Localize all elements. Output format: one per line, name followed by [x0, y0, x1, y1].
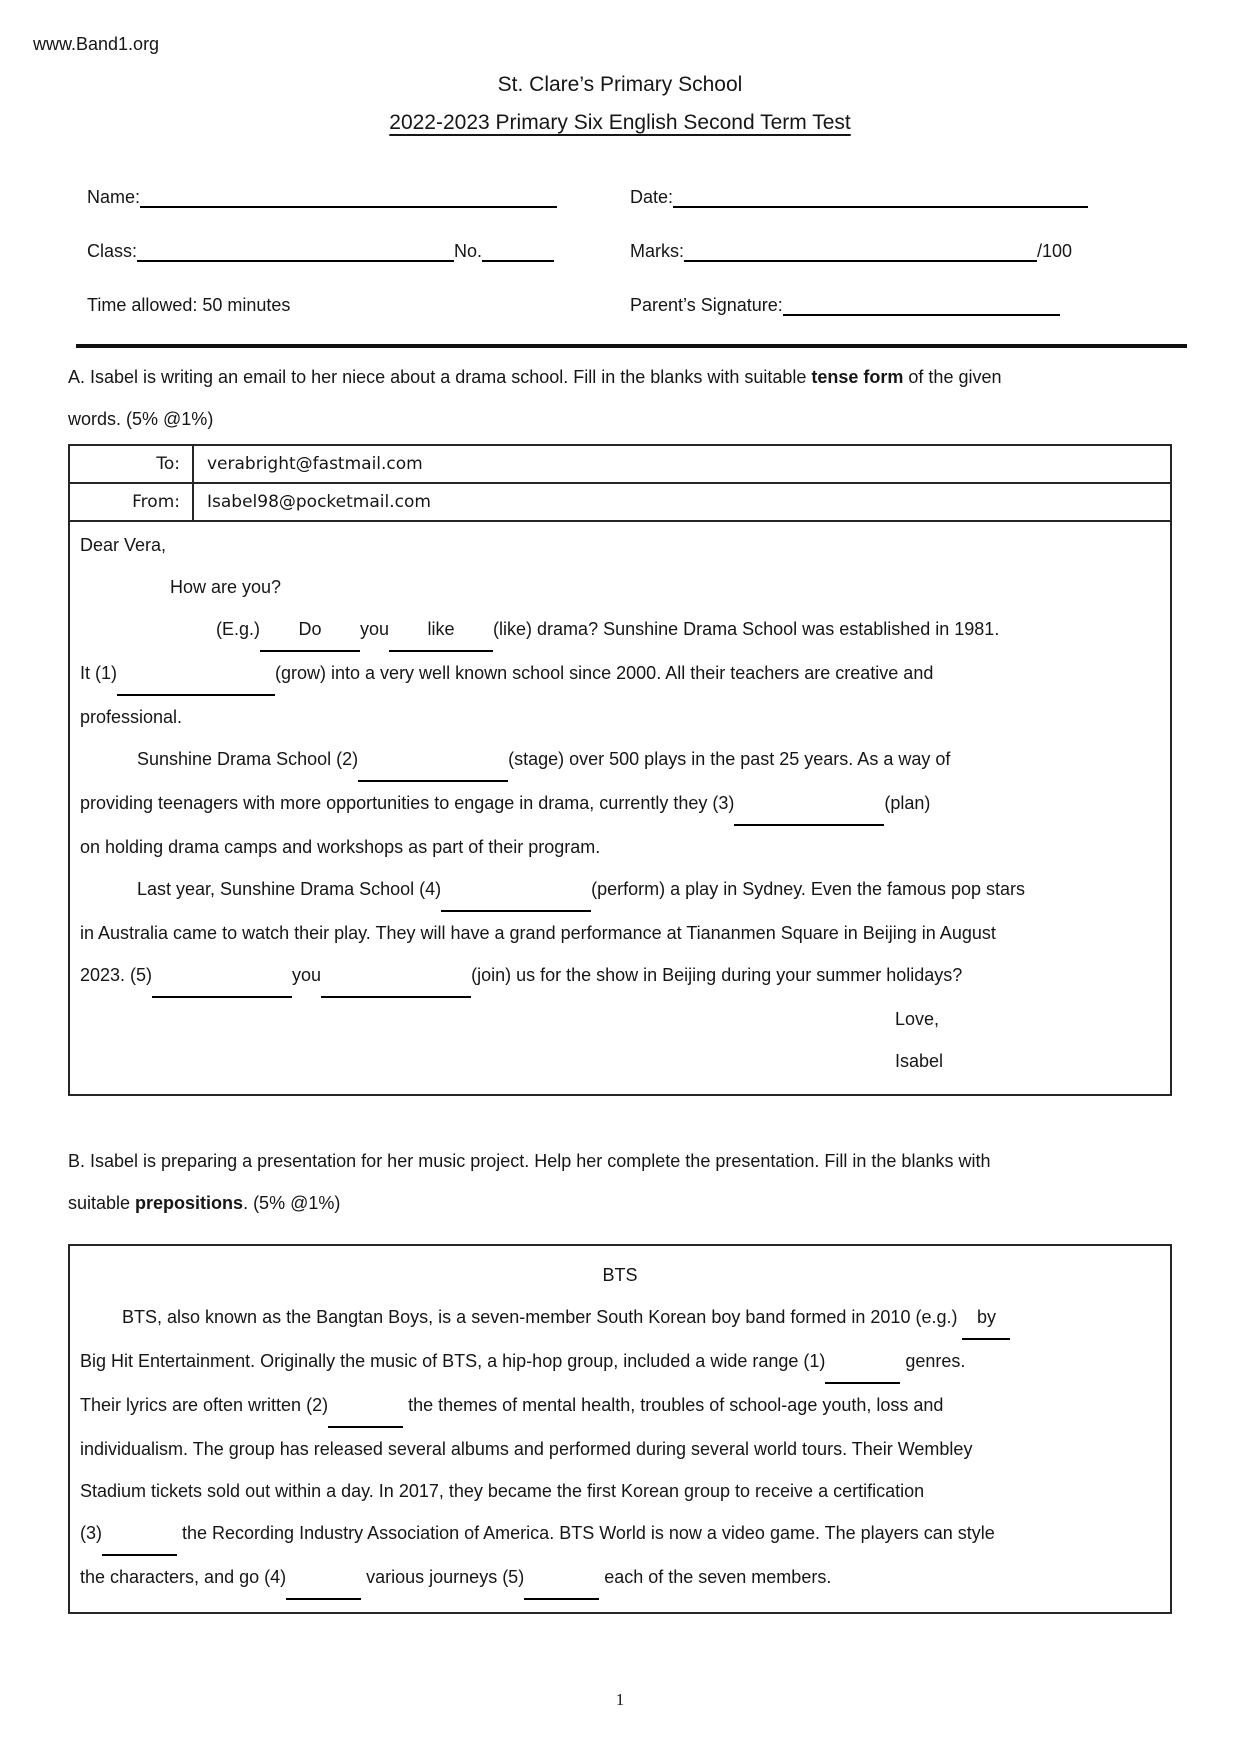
filled-blank: Do	[260, 608, 360, 652]
section-divider	[76, 344, 1187, 348]
signature-label: Parent’s Signature:	[630, 295, 783, 315]
email-from-label: From:	[70, 484, 194, 520]
text-segment: Their lyrics are often written (2)	[80, 1395, 329, 1415]
text-line	[80, 696, 1160, 738]
text-line	[68, 1140, 1172, 1182]
text-segment: 2023. (5)	[80, 965, 153, 985]
text-segment: How are you?	[170, 577, 282, 597]
class-cell	[87, 238, 630, 262]
name-label: Name:	[87, 187, 141, 207]
text-line	[80, 1556, 1160, 1600]
text-segment: in Australia came to watch their play. They will have a grand performance at Tiananmen Square in Beijing in August	[80, 923, 996, 943]
text-segment: words. (5% @1%)	[68, 409, 214, 429]
blank-underline	[734, 782, 884, 826]
text-line	[80, 954, 1160, 998]
blank-underline	[524, 1556, 599, 1600]
document-titles	[0, 0, 1240, 136]
text-line	[80, 868, 1160, 912]
student-info-form	[87, 154, 1172, 316]
text-segment: genres.	[900, 1351, 966, 1371]
class-label: Class:	[87, 241, 138, 261]
email-to-row	[70, 446, 1170, 484]
marks-cell	[630, 238, 1172, 262]
time-allowed-cell	[87, 295, 630, 316]
text-segment: Sunshine Drama School (2)	[137, 749, 359, 769]
name-field-line	[140, 184, 557, 208]
site-url: www.Band1.org	[33, 34, 160, 54]
bts-passage-text	[80, 1296, 1160, 1600]
text-segment: the themes of mental health, troubles of school-age youth, loss and	[403, 1395, 944, 1415]
email-from-value: Isabel98@pocketmail.com	[207, 492, 431, 512]
text-segment: suitable	[68, 1193, 136, 1213]
text-segment: B. Isabel is preparing a presentation for her music project. Help her complete the presentation. Fill in the blanks with	[68, 1151, 991, 1171]
school-name: St. Clare’s Primary School	[497, 73, 743, 96]
text-line	[80, 1040, 1160, 1082]
text-line	[80, 826, 1160, 868]
marks-field-line	[684, 238, 1037, 262]
signature-cell	[630, 292, 1172, 316]
text-line	[80, 524, 1160, 566]
text-line	[80, 1296, 1160, 1340]
text-line	[80, 1428, 1160, 1470]
page-number: 1	[615, 1690, 625, 1709]
text-segment: . (5% @1%)	[243, 1193, 341, 1213]
text-line	[80, 652, 1160, 696]
marks-label: Marks:	[630, 241, 684, 261]
text-line	[80, 912, 1160, 954]
blank-underline	[358, 738, 508, 782]
text-line	[80, 1340, 1160, 1384]
form-row-class-marks	[87, 208, 1172, 262]
text-segment: individualism. The group has released several albums and performed during several world tours. Their Wembley	[80, 1439, 973, 1459]
text-segment: the Recording Industry Association of America. BTS World is now a video game. The players can style	[177, 1523, 995, 1543]
text-segment: providing teenagers with more opportunities to engage in drama, currently they (3)	[80, 793, 735, 813]
signature-field-line	[783, 292, 1060, 316]
bold-text-segment: tense form	[811, 367, 904, 387]
text-segment: on holding drama camps and workshops as part of their program.	[80, 837, 601, 857]
text-segment: you	[360, 619, 390, 639]
text-segment: (plan)	[884, 793, 931, 813]
text-segment: Big Hit Entertainment. Originally the music of BTS, a hip-hop group, included a wide range (1)	[80, 1351, 826, 1371]
text-segment: (perform) a play in Sydney. Even the famous pop stars	[591, 879, 1026, 899]
text-line	[80, 782, 1160, 826]
email-to-label: To:	[70, 446, 194, 482]
name-cell	[87, 184, 630, 208]
text-segment: of the given	[903, 367, 1002, 387]
text-segment: professional.	[80, 707, 183, 727]
date-field-line	[673, 184, 1088, 208]
text-segment: Isabel	[895, 1051, 944, 1071]
text-segment: (grow) into a very well known school since 2000. All their teachers are creative and	[275, 663, 934, 683]
blank-underline	[321, 954, 471, 998]
section-b-instructions	[68, 1140, 1172, 1224]
text-line	[80, 1512, 1160, 1556]
bts-passage-title: BTS	[602, 1265, 638, 1285]
email-to-value: verabright@fastmail.com	[207, 454, 423, 474]
bold-text-segment: prepositions	[135, 1193, 244, 1213]
time-allowed-label: Time allowed: 50 minutes	[87, 295, 291, 315]
email-box	[68, 444, 1172, 1096]
date-label: Date:	[630, 187, 674, 207]
text-segment: It (1)	[80, 663, 118, 683]
test-title: 2022-2023 Primary Six English Second Term Test	[389, 111, 851, 134]
no-label: No.	[454, 241, 483, 261]
text-line	[80, 608, 1160, 652]
blank-underline	[328, 1384, 403, 1428]
text-segment: A. Isabel is writing an email to her niece about a drama school. Fill in the blanks with suitable	[68, 367, 812, 387]
text-segment: the characters, and go (4)	[80, 1567, 287, 1587]
no-field-line	[482, 238, 554, 262]
blank-underline	[825, 1340, 900, 1384]
text-line	[80, 998, 1160, 1040]
blank-underline	[441, 868, 591, 912]
blank-underline	[102, 1512, 177, 1556]
form-row-time-signature	[87, 262, 1172, 316]
filled-blank: by	[962, 1296, 1010, 1340]
text-segment: Last year, Sunshine Drama School (4)	[137, 879, 442, 899]
text-segment: Love,	[895, 1009, 940, 1029]
text-segment: (3)	[80, 1523, 102, 1543]
text-segment: BTS, also known as the Bangtan Boys, is a seven-member South Korean boy band formed in 2010 (e.g.)	[122, 1307, 963, 1327]
text-segment: (stage) over 500 plays in the past 25 years. As a way of	[508, 749, 951, 769]
blank-underline	[286, 1556, 361, 1600]
section-a-instructions	[68, 356, 1172, 440]
blank-underline	[117, 652, 275, 696]
date-cell	[630, 184, 1172, 208]
text-segment: (E.g.)	[216, 619, 261, 639]
text-line	[68, 398, 1172, 440]
text-line	[68, 1182, 1172, 1224]
bts-passage-box	[68, 1244, 1172, 1614]
filled-blank: like	[389, 608, 493, 652]
text-segment: Stadium tickets sold out within a day. In 2017, they became the first Korean group to receive a certification	[80, 1481, 925, 1501]
text-segment: each of the seven members.	[599, 1567, 832, 1587]
text-line	[68, 356, 1172, 398]
text-segment: various journeys (5)	[361, 1567, 525, 1587]
text-segment: (like) drama? Sunshine Drama School was established in 1981.	[493, 619, 1000, 639]
class-field-line	[137, 238, 454, 262]
blank-underline	[152, 954, 292, 998]
text-segment: Dear Vera,	[80, 535, 167, 555]
text-line	[80, 1470, 1160, 1512]
text-segment: (join) us for the show in Beijing during your summer holidays?	[471, 965, 963, 985]
marks-total: /100	[1037, 241, 1073, 261]
text-line	[80, 738, 1160, 782]
email-body	[70, 522, 1170, 1094]
text-line	[80, 1384, 1160, 1428]
form-row-name-date	[87, 154, 1172, 208]
email-from-row	[70, 484, 1170, 522]
text-segment: you	[292, 965, 322, 985]
text-line	[80, 566, 1160, 608]
